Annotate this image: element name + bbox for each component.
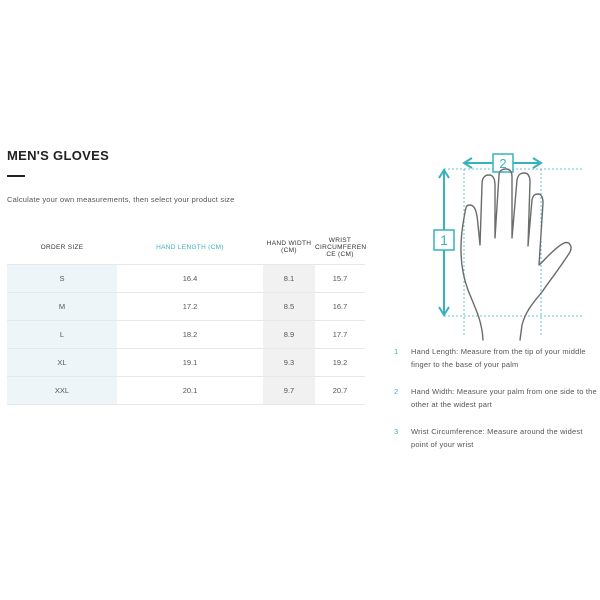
cell-hand-width: 8.5 [263,293,315,321]
table-row [7,349,365,377]
cell-wrist: 19.2 [315,349,365,377]
cell-wrist: 16.7 [315,293,365,321]
header-hand-length: HAND LENGTH (CM) [156,243,224,251]
note-text: Wrist Circumference: Measure around the widest point of your wrist [411,427,583,449]
header-wrist-line-1: WRIST [328,236,352,244]
size-chart-table [7,230,365,405]
header-wrist-circumference [315,230,365,265]
label-2: 2 [499,156,507,171]
note-number: 2 [394,387,399,396]
cell-hand-length: 16.4 [117,265,263,293]
header-wrist-line-2: CIRCUMFEREN [315,243,367,251]
cell-hand-width: 9.3 [263,349,315,377]
table-row [7,377,365,405]
cell-hand-length: 18.2 [117,321,263,349]
table-header-row [7,230,365,265]
note-text: Hand Length: Measure from the tip of your middle finger to the base of your palm [411,347,586,369]
page-subtitle: Calculate your own measurements, then select your product size [7,195,235,204]
header-order-size: ORDER SIZE [40,243,84,251]
cell-size: M [7,293,117,321]
list-item [394,345,600,371]
hand-measurement-diagram [420,150,600,350]
measurement-notes [394,345,600,465]
cell-hand-width: 8.1 [263,265,315,293]
cell-wrist: 15.7 [315,265,365,293]
note-number: 3 [394,427,399,436]
cell-hand-width: 9.7 [263,377,315,405]
guide-lines [444,169,584,335]
header-hand-width-line-1: HAND WIDTH [266,240,312,247]
cell-size: XXL [7,377,117,405]
hand-outline-icon [461,169,571,340]
title-divider [7,175,25,177]
cell-hand-width: 8.9 [263,321,315,349]
page-title: MEN'S GLOVES [7,148,110,163]
cell-hand-length: 17.2 [117,293,263,321]
list-item [394,385,600,411]
cell-wrist: 20.7 [315,377,365,405]
header-hand-width-line-2: (CM) [281,247,297,254]
note-number: 1 [394,347,399,356]
table-row [7,321,365,349]
cell-size: S [7,265,117,293]
header-hand-width [263,230,315,265]
cell-size: XL [7,349,117,377]
cell-wrist: 17.7 [315,321,365,349]
cell-hand-length: 19.1 [117,349,263,377]
table-row [7,293,365,321]
note-text: Hand Width: Measure your palm from one side to the other at the widest part [411,387,597,409]
cell-hand-length: 20.1 [117,377,263,405]
label-1: 1 [440,232,448,248]
header-wrist-line-3: CE (CM) [326,250,354,258]
list-item [394,425,600,451]
cell-size: L [7,321,117,349]
table-row [7,265,365,293]
